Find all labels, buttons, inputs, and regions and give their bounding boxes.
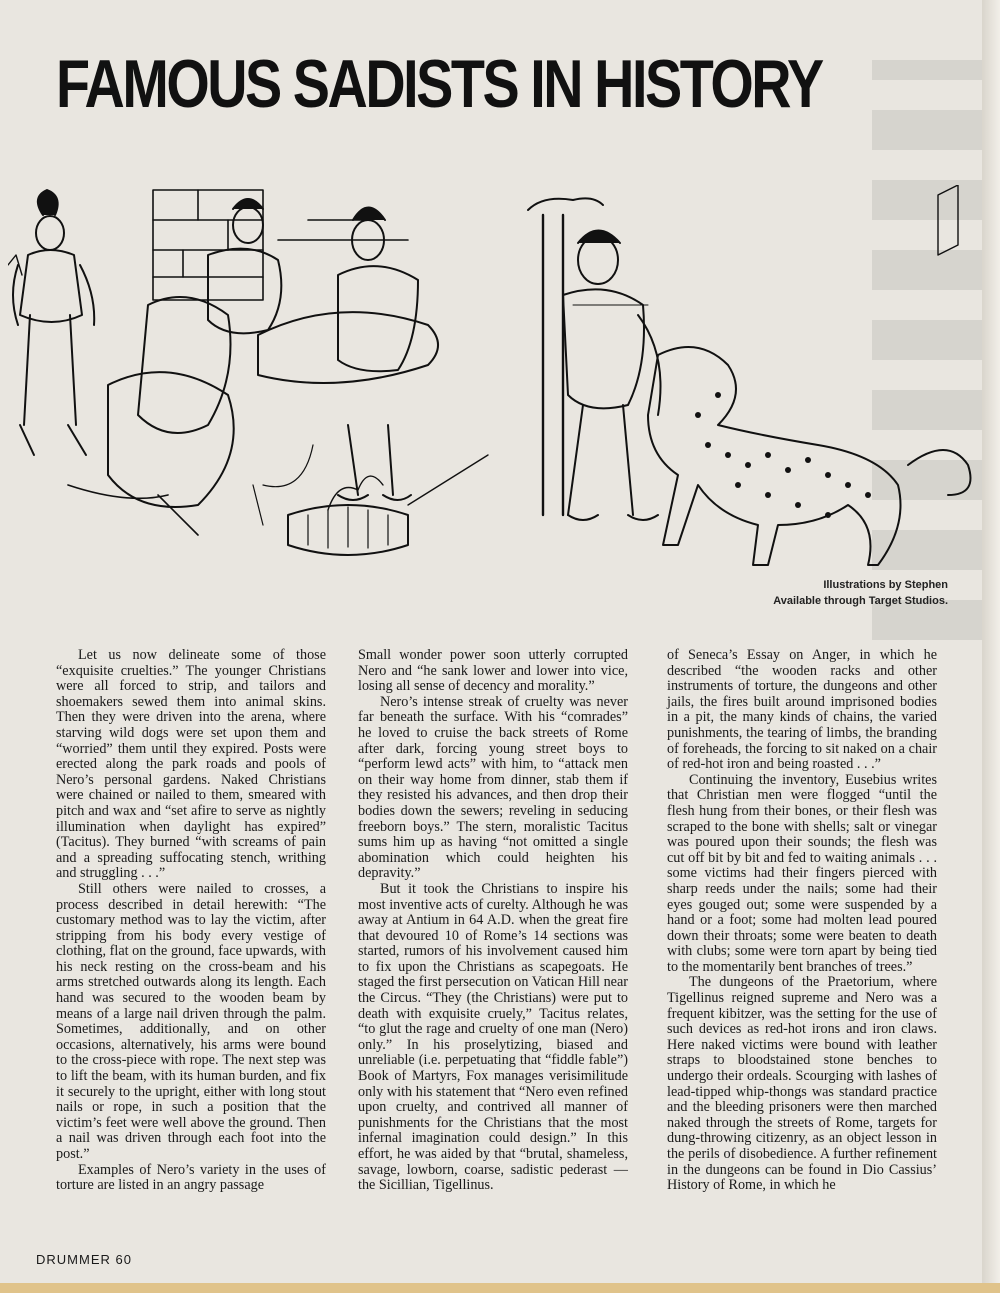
page-folio: DRUMMER 60 (36, 1252, 132, 1267)
illustration-credit (773, 577, 948, 609)
paragraph: Continuing the inventory, Eusebius writes that Christian men were flogged “until the flesh hung from their bones, or their flesh was scraped to the bone with shells; salt or vinegar was poured upon their sounds; the flesh was cut off bit by bit and fed to waiting animals . . . some victims had their fingers pierced with sharp reeds under the nails; some had their eyes gouged out; some were suspended by a hand or a foot; some had molten lead poured down their throats; some were beaten to death with clubs; some were torn apart by being tied to the momentarily bent branches of trees.” (667, 771, 937, 975)
paragraph: The dungeons of the Praetorium, where Tigellinus reigned supreme and Nero was a frequent kibitzer, was the setting for the use of such devices as red-hot irons and iron claws. Here naked victims were bound with leather straps to bloodstained stone benches to undergo their ordeals. Scourging with lashes of lead-tipped whip-thongs was standard practice and the bleeding prisoners were then marched naked through the streets of Rome, targets for dung-throwing citizenry, as an object lesson in the perils of disobedience. A further refinement in the dungeons can be found in Dio Cassius’ History of Rome, in which he (667, 974, 937, 1194)
text-column-3 (667, 648, 937, 1194)
paragraph: Examples of Nero’s variety in the uses of torture are listed in an angry passage (56, 1161, 326, 1194)
credit-line-1: Illustrations by Stephen (823, 579, 948, 591)
paragraph: of Seneca’s Essay on Anger, in which he described “the wooden racks and other instruments of torture, the dungeons and other jails, the fires built around imprisoned bodies in a pit, the many kinds of chains, the varied punishments, the tearing of limbs, the branding of foreheads, the forcing to sit naked on a chair of red-hot iron and being roasted . . .” (667, 647, 937, 773)
figure-leopard (648, 347, 971, 565)
credit-line-2: Available through Target Studios. (773, 595, 948, 607)
figure-captive-right (528, 198, 661, 520)
figure-group-center (68, 199, 488, 555)
illustration (8, 185, 988, 570)
paragraph: Small wonder power soon utterly corrupted Nero and “he sank lower and lower into vice, losing all sense of decency and morality.” (358, 647, 628, 695)
headline: FAMOUS SADISTS IN HISTORY (56, 46, 822, 122)
paragraph: But it took the Christians to inspire his most inventive acts of curelty. Although he was away at Antium in 64 A.D. when the great fire that devoured 10 of Rome’s 14 sections was started, rumors of his involvement caused him to fix upon the Christians as scapegoats. He staged the first persecution on Vatican Hill near the Circus. “They (the Christians) were put to death with exquisite cruely,” Tacitus relates, “to glut the rage and cruelty of one man (Nero) only.” In his proselytizing, biased and unreliable (i.e. perpetuating that “fiddle fable”) Book of Martyrs, Fox manages verisimilitude only with his statement that “Nero even refined upon cruelty, and contrived all manner of punishments for the Christians that the most infernal imagination could design.” In this effort, he was aided by that “brutal, shameless, savage, lowborn, coarse, sadistic pederast — the Sicillian, Tigellinus. (358, 880, 628, 1194)
paragraph: Nero’s intense streak of cruelty was never far beneath the surface. With his “comrades” he loved to cruise the back streets of Rome after dark, forcing young street boys to “perform lewd acts” with him, to “attack men on their way home from dinner, stab them if they resisted his advances, and then drop their bodies down the sewers; reveling in seducing freeborn boys.” The stern, moralistic Tacitus sums him up as having “not omitted a single abomination which could heighten his depravity.” (358, 693, 628, 882)
figure-soldier-left (8, 190, 94, 455)
paragraph: Let us now delineate some of those “exquisite cruelties.” The younger Christians were all forced to strip, and tailors and shoemakers sewed them into animal skins. Then they were driven into the arena, where starving wild dogs were set upon them and “worried” them until they expired. Posts were erected along the park roads and pools of Nero’s personal gardens. Naked Christians were chained or nailed to them, smeared with pitch and wax and “set afire to serve as nightly illumination when daylight has expired” (Tacitus). They burned “with screams of pain and a spreading suffocating stench, writhing and struggling . . .” (56, 647, 326, 882)
bottom-edge (0, 1283, 1000, 1293)
text-column-1 (56, 648, 326, 1194)
paragraph: Still others were nailed to crosses, a process described in detail herewith: “The customary method was to lay the victim, after stripping from his body every vestige of clothing, flat on the ground, face upwards, with his neck resting on the cross-beam and his arms stretched outwards along its length. Each hand was secured to the wooden beam by means of a large nail driven through the palm. Sometimes, additionally, and on other occasions, alternatively, his arms were bound to the cross-piece with rope. The next step was to lift the beam, with its human burden, and fix it securely to the upright, either with long stout nails or rope, in such a position that the victim’s feet were well above the ground. Then a nail was driven through each foot into the post.” (56, 880, 326, 1162)
text-column-2 (358, 648, 628, 1194)
